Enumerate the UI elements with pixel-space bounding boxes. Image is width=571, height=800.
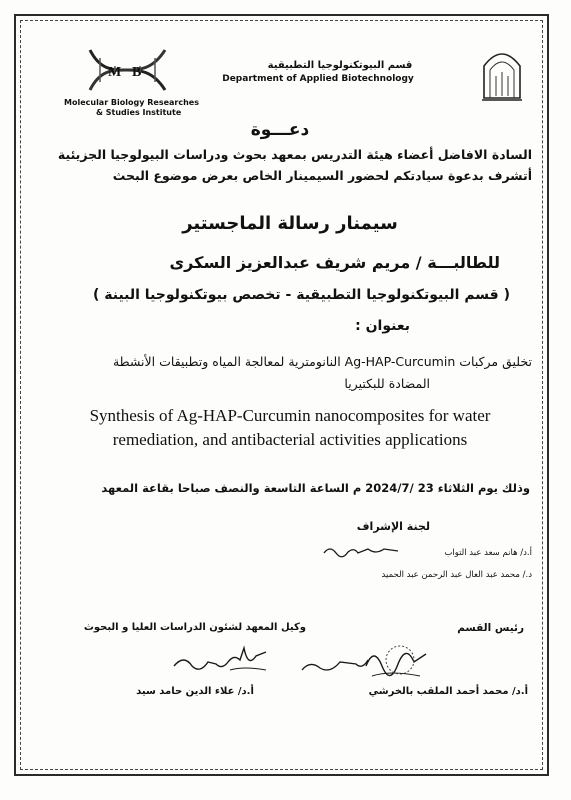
- vice-dean-signature: [170, 640, 270, 676]
- seminar-heading: سيمنار رسالة الماجستير: [182, 213, 398, 234]
- institute-name-line1: Molecular Biology Researches: [64, 98, 199, 107]
- department-head-title: رئيس القسم: [457, 622, 524, 634]
- department-seal: [360, 636, 430, 684]
- department-name-en: Department of Applied Biotechnology: [222, 74, 414, 84]
- student-department: ( قسم البيوتكنولوجيا التطبيقية - تخصص بيوتكنولوجيا البينة ): [92, 287, 510, 303]
- thesis-title-ar-line1: تخليق مركبات Ag-HAP-Curcumin النانومترية لمعالجة المياه وتطبيقات الأنشطة: [112, 354, 532, 369]
- department-name-ar: قسم البيوتكنولوجيا التطبيقية: [267, 60, 413, 71]
- committee-member-2: د./ محمد عبد العال عبد الرحمن عبد الحميد: [381, 570, 532, 580]
- svg-text:M: M: [108, 65, 122, 80]
- svg-text:B: B: [132, 65, 142, 80]
- student-name: للطالبـــة / مريم شريف عبدالعزيز السكرى: [169, 253, 500, 272]
- thesis-title-en-line1: Synthesis of Ag-HAP-Curcumin nanocomposites for water: [89, 406, 491, 425]
- committee-member-1: أ.د/ هانم سعد عبد التواب: [444, 548, 532, 558]
- vice-dean-title: وكيل المعهد لشئون الدراسات العليا و البحوث: [83, 622, 306, 633]
- thesis-title-ar-line2: المضادة للبكتيريا: [344, 376, 430, 391]
- seminar-datetime: وذلك يوم الثلاثاء 23 /2024/7 م الساعة التاسعة والنصف صباحا بقاعة المعهد: [101, 481, 530, 495]
- committee-member-1-signature: [322, 543, 400, 559]
- institute-logo: [70, 40, 200, 100]
- vice-dean-name: أ.د/ علاء الدين حامد سيد: [136, 686, 254, 697]
- invitation-line-2: أتشرف بدعوة سيادتكم لحضور السيمينار الخاص بعرض موضوع البحث: [112, 168, 532, 183]
- department-head-name: أ.د/ محمد أحمد الملقب بالخرشي: [368, 686, 528, 697]
- title-label: بعنوان :: [355, 318, 410, 334]
- invitation-title: دعـــوة: [250, 120, 310, 140]
- department-head-signature: [300, 650, 370, 676]
- university-logo: [480, 38, 524, 106]
- invitation-line-1: السادة الافاضل أعضاء هيئة التدريس بمعهد بحوث ودراسات البيولوجيا الجزيئية: [57, 147, 532, 162]
- institute-name-line2: & Studies Institute: [96, 108, 182, 117]
- thesis-title-en-line2: remediation, and antibacterial activities applications: [112, 430, 468, 449]
- committee-label: لجنة الإشراف: [356, 520, 430, 533]
